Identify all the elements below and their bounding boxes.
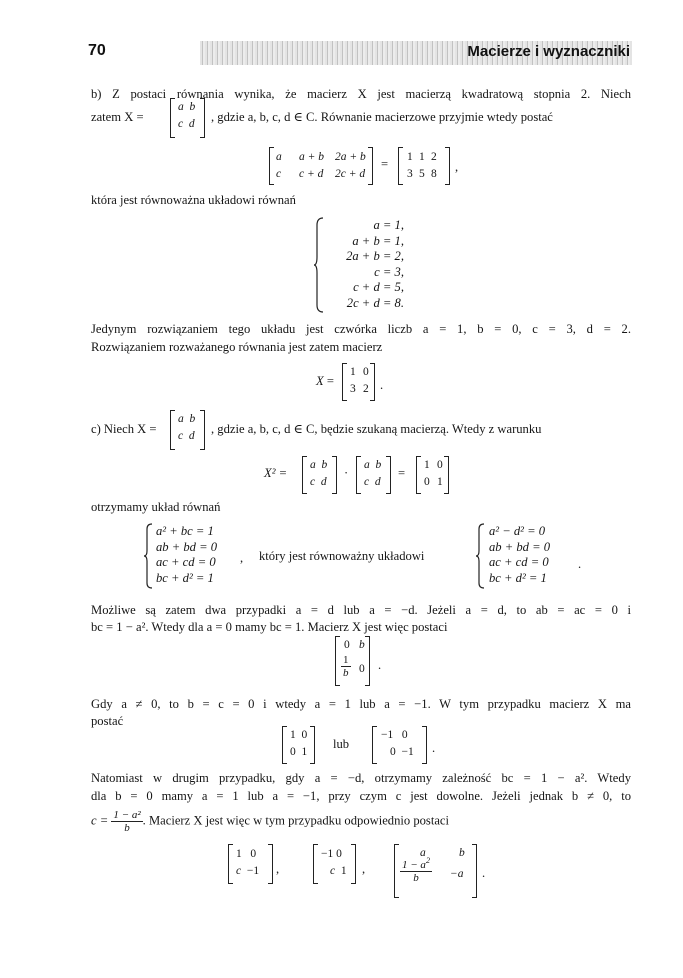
equation-row: 2a + b = 2,: [346, 249, 404, 263]
bracket-left: [170, 410, 175, 450]
bracket-right: [444, 456, 449, 494]
c-para-line7: c = $\frac{\text{1 − a²}}{b}$ . Macierz X jest więc w tym przypadku odpowiednio postaci: [91, 809, 450, 834]
c-line1-pre: c) Niech X =: [91, 422, 157, 436]
bracket-left: [416, 456, 421, 494]
equation-row: ac + cd = 0: [156, 555, 216, 569]
chapter-title: Macierze i wyznaczniki: [467, 43, 630, 60]
page-header: [88, 41, 632, 65]
matrix-cell: c: [276, 168, 282, 180]
bracket-right: [472, 844, 477, 898]
bracket-left: [394, 844, 399, 898]
matrix-cell: c d: [178, 430, 195, 442]
bracket-left: [313, 844, 318, 884]
equation-row: bc + d² = 1: [156, 570, 214, 585]
equivalent-text: który jest równoważny układowi: [259, 549, 425, 563]
bracket-left: [372, 726, 377, 764]
bracket-right: [445, 147, 450, 185]
bracket-left: [342, 363, 347, 401]
matrix-cell: 1: [350, 366, 356, 378]
c-para-line4: postać: [91, 714, 124, 728]
matrix-cell: c + d: [299, 168, 324, 180]
matrix-cell: 2c + d: [335, 168, 366, 180]
page-number: 70: [88, 42, 106, 59]
equation-row: ac + cd = 0: [489, 555, 549, 569]
bracket-left: [302, 456, 307, 494]
bracket-right: [370, 363, 375, 401]
or-text: lub: [333, 737, 350, 751]
equation-row: 2c + d = 8.: [346, 295, 404, 310]
bracket-left: [335, 636, 340, 686]
b-line2-post: , gdzie a, b, c, d ∈ C. Równanie macierzowe przyjmie wtedy postać: [211, 110, 553, 124]
bracket-right: [200, 98, 205, 138]
matrix-cell: 1: [407, 151, 413, 163]
b-line1: b) Z postaci równania wynika, że macierz X jest macierzą kwadratową stopnia 2. Niech: [91, 87, 631, 101]
equals-sign: =: [381, 157, 389, 171]
bracket-left: [269, 147, 274, 185]
matrix-cell: a b: [178, 413, 196, 425]
bracket-left: [282, 726, 287, 764]
equation-row: c + d = 5,: [353, 280, 404, 294]
x-squared: X² =: [264, 466, 288, 480]
equation-row: a² − d² = 0: [489, 524, 546, 538]
matrix-cell: a + b: [299, 151, 325, 163]
c-obtain-text: otrzymamy układ równań: [91, 500, 221, 514]
bracket-right: [310, 726, 315, 764]
matrix-cell: a b: [178, 101, 196, 113]
bracket-left: [170, 98, 175, 138]
bracket-right: [200, 410, 205, 450]
c-line1-post: , gdzie a, b, c, d ∈ C, będzie szukaną macierzą. Wtedy z warunku: [211, 422, 542, 436]
equation-row: a = 1,: [373, 218, 404, 232]
c-para-line1: Możliwe są zatem dwa przypadki a = d lub a = −d. Jeżeli a = d, to ab = ac = 0 i: [91, 603, 631, 617]
bracket-right: [368, 147, 373, 185]
matrix-cell: 1: [419, 151, 425, 163]
matrix-cell: 5: [419, 168, 425, 180]
bracket-right: [365, 636, 370, 686]
fraction: $\frac{\text{1 − a²}}{b}$: [113, 809, 141, 834]
matrix-cell: a: [276, 151, 282, 163]
matrix-cell: 3: [407, 168, 413, 180]
bracket-left: [356, 456, 361, 494]
x-equals: X =: [316, 374, 334, 388]
bracket-right: [332, 456, 337, 494]
bracket-right: [268, 844, 273, 884]
equation-row: ab + bd = 0: [156, 539, 218, 554]
matrix-cell: 2: [363, 383, 369, 395]
bracket-left: [228, 844, 233, 884]
matrix-cell: 2: [431, 151, 437, 163]
matrix-cell: 2a + b: [335, 151, 366, 163]
system-brace: [475, 523, 485, 589]
b-solution-line2: Rozwiązaniem rozważanego równania jest zatem macierz: [91, 340, 383, 354]
b-solution-line1: Jedynym rozwiązaniem tego układu jest czwórka liczb a = 1, b = 0, c = 3, d = 2.: [91, 322, 631, 336]
equation-row: a + b = 1,: [352, 233, 404, 248]
bracket-right: [351, 844, 356, 884]
c-para-line3: Gdy a ≠ 0, to b = c = 0 i wtedy a = 1 lub a = −1. W tym przypadku macierz X ma: [91, 697, 631, 711]
matrix-cell: 8: [431, 168, 437, 180]
c-para-line6: dla b = 0 mamy a = 1 lub a = −1, przy czym c jest dowolne. Jeżeli jednak b ≠ 0, to: [91, 789, 631, 803]
equation-row: bc + d² = 1: [489, 570, 547, 585]
matrix-cell: 0: [363, 366, 369, 378]
c-para-line5: Natomiast w drugim przypadku, gdy a = −d, otrzymamy zależność bc = 1 − a². Wtedy: [91, 771, 631, 785]
equation-row: c = 3,: [374, 264, 404, 279]
c-para-line2: bc = 1 − a². Wtedy dla a = 0 mamy bc = 1. Macierz X jest więc postaci: [91, 620, 448, 634]
equation-row: ab + bd = 0: [489, 539, 551, 554]
matrix-cell: 3: [350, 383, 356, 395]
b-equivalent-text: która jest równoważna układowi równań: [91, 193, 296, 207]
system-brace: [143, 523, 153, 589]
matrix-cell: c d: [178, 118, 195, 130]
bracket-left: [398, 147, 403, 185]
equation-row: a² + bc = 1: [156, 524, 214, 538]
b-line2-pre: zatem X =: [91, 110, 144, 124]
bracket-right: [386, 456, 391, 494]
bracket-right: [422, 726, 427, 764]
